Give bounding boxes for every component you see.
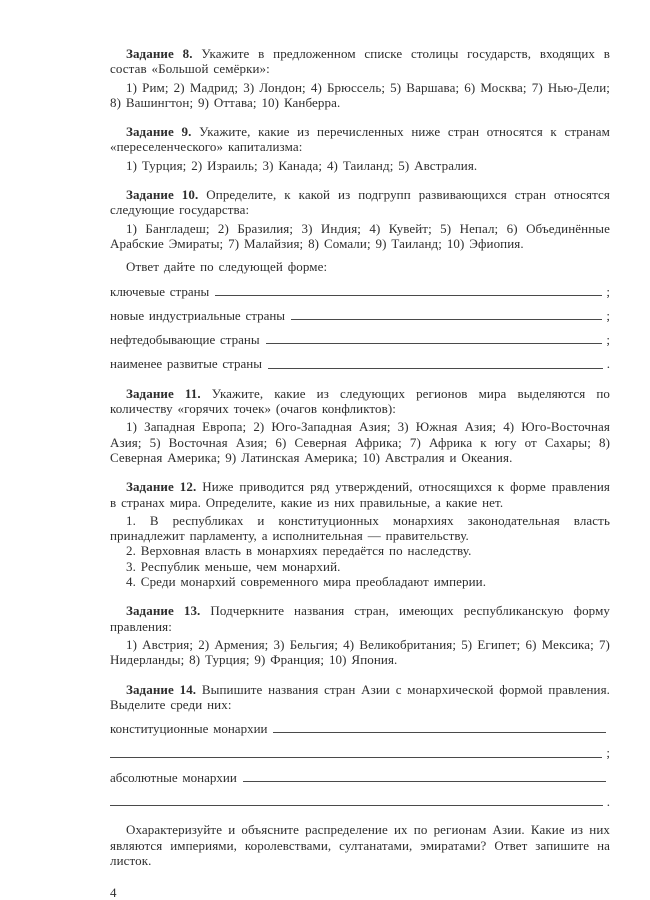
- answer-row-label: новые индустриальные страны: [110, 307, 286, 323]
- task-13-options: 1) Австрия; 2) Армения; 3) Бельгия; 4) Великобритания; 5) Египет; 6) Мексика; 7) Нидерланды; 8) Турция; 9) Франция; 10) Япония.: [110, 636, 610, 668]
- answer-blank-line: [215, 294, 602, 296]
- statement-3: 3. Республик меньше, чем монархий.: [126, 558, 341, 574]
- answer-blank-line: [291, 318, 602, 320]
- task-14-intro: [110, 682, 610, 713]
- statement-1: 1. В республиках и конституционных монархиях законодательная власть принадлежит парламенту, а исполнительная — правительству.: [110, 512, 610, 544]
- answer-row-punct: ;: [606, 307, 610, 323]
- task-9-intro: [110, 124, 610, 155]
- task-8-intro-text: Укажите в предложенном списке столицы государств, входящих в состав «Большой семёрки»:: [110, 46, 610, 77]
- task-14: [110, 682, 610, 869]
- task-12: [110, 479, 610, 589]
- task-11-options: 1) Западная Европа; 2) Юго-Западная Азия; 3) Южная Азия; 4) Юго-Восточная Азия; 5) Восточная Азия; 6) Северная Африка; 7) Африка к югу от Сахары; 8) Северная Америка; 9) Латинская Америка; 10) Австралия и Океания.: [110, 419, 610, 465]
- task-14-title: Задание 14.: [126, 681, 197, 697]
- task-9: [110, 124, 610, 173]
- task-14-outro: Охарактеризуйте и объясните распределение их по регионам Азии. Какие из них являются империями, королевствами, султанатами, эмиратами? Ответ запишите на листок.: [110, 822, 610, 868]
- answer-blank-line: [110, 756, 602, 758]
- answer-row-punct: .: [606, 793, 610, 809]
- task-12-intro-text: Ниже приводится ряд утверждений, относящихся к форме правления в странах мира. Определите, какие из них правильные, а какие нет.: [110, 479, 610, 510]
- answer-row-label: наименее развитые страны: [110, 356, 262, 372]
- statement-2: 2. Верховная власть в монархиях передаётся по наследству.: [126, 543, 472, 559]
- task-10-intro: [110, 187, 610, 218]
- answer-blank-line: [273, 731, 606, 733]
- task-11-intro-text: Укажите, какие из следующих регионов мира выделяются по количеству «горячих точек» (очагов конфликтов):: [110, 385, 610, 417]
- task-10-title: Задание 10.: [126, 187, 199, 203]
- task-11-intro: [110, 386, 610, 417]
- answer-row-constitutional-monarchies: [110, 721, 610, 736]
- statement-4: 4. Среди монархий современного мира преобладают империи.: [126, 574, 487, 590]
- answer-row-label: конституционные монархии: [110, 721, 268, 737]
- task-10: [110, 187, 610, 372]
- answer-row-absolute-monarchies: [110, 770, 610, 785]
- answer-blank-line: [243, 780, 606, 782]
- task-11: [110, 386, 610, 465]
- task-8-title: Задание 8.: [126, 46, 193, 61]
- task-10-form-intro: Ответ дайте по следующей форме:: [126, 259, 328, 275]
- answer-blank-line: [268, 367, 603, 369]
- answer-row-label: ключевые страны: [110, 283, 210, 299]
- task-12-statements: [110, 513, 610, 589]
- answer-row-key-countries: [110, 284, 610, 299]
- answer-row-punct: ;: [606, 332, 610, 348]
- answer-row-continuation-2: [110, 794, 610, 809]
- task-9-intro-text: Укажите, какие из перечисленных ниже стран относятся к странам «переселенческого» капитализма:: [110, 124, 610, 155]
- task-13-intro-text: Подчеркните названия стран, имеющих республиканскую форму правления:: [110, 603, 610, 634]
- task-11-title: Задание 11.: [126, 385, 201, 401]
- page-number: 4: [110, 885, 117, 900]
- task-8: [110, 46, 610, 110]
- answer-row-punct: ;: [606, 745, 610, 761]
- task-10-options: 1) Бангладеш; 2) Бразилия; 3) Индия; 4) Кувейт; 5) Непал; 6) Объединённые Арабские Эмираты; 7) Малайзия; 8) Сомали; 9) Таиланд; 10) Эфиопия.: [110, 220, 610, 251]
- answer-row-oil-producing: [110, 332, 610, 347]
- answer-row-label: абсолютные монархии: [110, 769, 237, 785]
- answer-blank-line: [110, 804, 603, 806]
- task-13-title: Задание 13.: [126, 603, 201, 619]
- answer-row-punct: ;: [606, 283, 610, 299]
- task-12-title: Задание 12.: [126, 479, 197, 495]
- task-13: [110, 603, 610, 667]
- answer-row-continuation-1: [110, 745, 610, 760]
- task-14-intro-text: Выпишите названия стран Азии с монархической формой правления. Выделите среди них:: [110, 681, 611, 712]
- task-10-intro-text: Определите, к какой из подгрупп развивающихся стран относятся следующие государства:: [110, 187, 610, 218]
- task-9-title: Задание 9.: [126, 124, 192, 140]
- answer-blank-line: [266, 342, 603, 344]
- answer-row-new-industrial: [110, 308, 610, 323]
- task-8-options: 1) Рим; 2) Мадрид; 3) Лондон; 4) Брюссель; 5) Варшава; 6) Москва; 7) Нью-Дели; 8) Вашингтон; 9) Оттава; 10) Канберра.: [110, 79, 610, 110]
- task-12-intro: [110, 479, 610, 510]
- task-9-options: 1) Турция; 2) Израиль; 3) Канада; 4) Таиланд; 5) Австралия.: [126, 157, 478, 173]
- task-8-intro: [110, 46, 610, 77]
- answer-row-least-developed: [110, 356, 610, 371]
- answer-row-label: нефтедобывающие страны: [110, 332, 260, 348]
- task-13-intro: [110, 603, 610, 634]
- answer-row-punct: .: [606, 356, 610, 372]
